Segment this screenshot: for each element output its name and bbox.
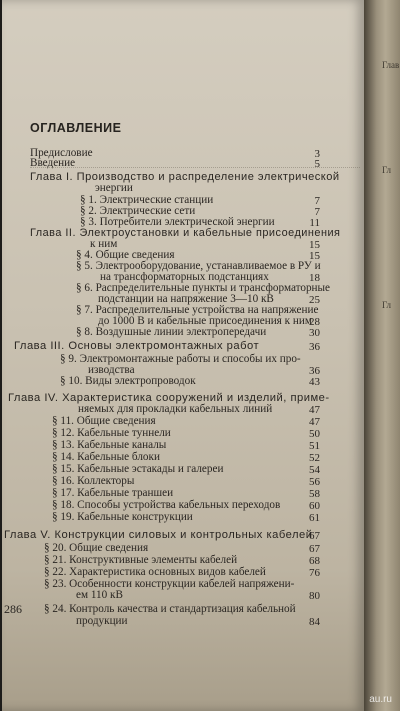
- toc-entry-label: Глава V. Конструкции силовых и контрольных кабелей: [4, 529, 313, 541]
- toc-line: [76, 590, 123, 602]
- toc-chapter: [4, 530, 313, 542]
- toc-entry-label: ем 110 кВ: [76, 589, 123, 601]
- toc-section: [60, 376, 196, 388]
- toc-section: [52, 488, 173, 500]
- toc-chapter: [30, 228, 340, 240]
- toc-entry-label: § 14. Кабельные блоки: [52, 451, 160, 463]
- toc-entry-label: Глава II. Электроустановки и кабельные присоединения: [30, 227, 341, 239]
- toc-section: [52, 416, 156, 428]
- toc-entry-page: 54: [309, 464, 320, 476]
- toc-entry-page: 11: [309, 217, 320, 229]
- edge-text-1: Глав: [382, 60, 400, 70]
- toc-line: [95, 183, 133, 195]
- toc-entry-label: § 1. Электрические станции: [80, 194, 214, 206]
- toc-entry-label: § 3. Потребители электрической энергии: [80, 216, 275, 228]
- edge-text-2: Гл: [382, 165, 392, 175]
- toc-entry-page: 61: [309, 512, 320, 524]
- edge-text-3: Гл: [382, 300, 392, 310]
- toc-entry-label: Введение: [30, 157, 76, 169]
- toc-entry-page: 7: [314, 195, 320, 207]
- toc-entry-page: 18: [309, 272, 320, 284]
- toc-entry-page: 47: [309, 416, 320, 428]
- toc-entry-label: на трансформаторных подстанциях: [100, 271, 269, 283]
- toc-entry-label: § 24. Контроль качества и стандартизация кабельной: [44, 603, 296, 615]
- toc-entry-label: § 20. Общие сведения: [44, 542, 149, 554]
- toc-entry-page: 84: [309, 616, 320, 628]
- toc-entry-page: 60: [309, 500, 320, 512]
- toc-section: [52, 452, 160, 464]
- toc-entry-page: 7: [314, 206, 320, 218]
- toc-entry-label: § 15. Кабельные эстакады и галереи: [52, 463, 224, 475]
- toc-entry-page: 43: [309, 376, 320, 388]
- toc-section: [76, 327, 266, 339]
- toc-entry-label: § 22. Характеристика основных видов кабелей: [44, 566, 266, 578]
- toc-entry-page: 76: [309, 567, 320, 579]
- toc-section: [44, 567, 266, 579]
- toc-entry-page: 28: [309, 316, 320, 328]
- toc-entry-label: Глава III. Основы электромонтажных работ: [14, 340, 260, 352]
- adjacent-page-edge: [364, 0, 400, 711]
- toc-chapter: [30, 172, 340, 184]
- toc-entry-page: 30: [309, 327, 320, 339]
- toc-entry-label: Глава IV. Характеристика сооружений и изделий, приме-: [8, 392, 330, 404]
- toc-section: [52, 464, 223, 476]
- toc-entry-page: 67: [309, 543, 320, 555]
- toc-line: [30, 158, 75, 170]
- toc-entry-label: § 9. Электромонтажные работы и способы их про-: [60, 353, 301, 365]
- toc-entry-label: няемых для прокладки кабельных линий: [78, 403, 273, 415]
- toc-line: [76, 616, 128, 628]
- toc-entry-page: 58: [309, 488, 320, 500]
- toc-entry-label: до 1000 В и кабельные присоединения к ним: [98, 315, 312, 327]
- toc-entry-label: Предисловие: [30, 147, 93, 159]
- toc-section: [52, 428, 171, 440]
- toc-heading: ОГЛАВЛЕНИЕ: [30, 121, 122, 135]
- toc-entry-label: § 18. Способы устройства кабельных переходов: [52, 499, 281, 511]
- toc-entry-label: § 4. Общие сведения: [76, 249, 175, 261]
- toc-entry-label: § 23. Особенности конструкции кабелей напряжени-: [44, 578, 295, 590]
- toc-entry-page: 52: [309, 452, 320, 464]
- toc-entry-label: § 17. Кабельные траншеи: [52, 487, 174, 499]
- toc-entry-page: 51: [309, 440, 320, 452]
- toc-entry-page: 80: [309, 590, 320, 602]
- toc-entry-page: 68: [309, 555, 320, 567]
- toc-entry-label: § 7. Распределительные устройства на напряжение: [76, 304, 319, 316]
- toc-entry-label: продукции: [76, 615, 128, 627]
- toc-entry-label: § 2. Электрические сети: [80, 205, 196, 217]
- toc-entry-label: подстанции на напряжение 3—10 кВ: [98, 293, 274, 305]
- toc-entry-label: § 5. Электрооборудование, устанавливаемое в РУ и: [76, 260, 321, 272]
- toc-entry-page: 36: [309, 365, 320, 377]
- toc-section: [52, 440, 166, 452]
- toc-entry-page: 3: [314, 148, 320, 160]
- toc-entry-page: 67: [309, 530, 320, 542]
- toc-entry-page: 5: [314, 158, 320, 170]
- toc-entry-label: энергии: [95, 182, 133, 194]
- toc-entry-page: 36: [309, 341, 320, 353]
- toc-section: [44, 604, 296, 616]
- toc-entry-label: § 12. Кабельные туннели: [52, 427, 171, 439]
- toc-entry-page: 25: [309, 294, 320, 306]
- toc-chapter: [14, 341, 259, 353]
- toc-section: [52, 476, 134, 488]
- toc-entry-label: § 6. Распределительные пункты и трансформаторные: [76, 282, 331, 294]
- toc-entry-label: § 11. Общие сведения: [52, 415, 156, 427]
- toc-section: [52, 512, 193, 524]
- toc-entry-label: к ним: [90, 238, 118, 250]
- toc-entry-label: § 8. Воздушные линии электропередачи: [76, 326, 267, 338]
- toc-entry-page: 15: [309, 250, 320, 262]
- toc-section: [44, 555, 237, 567]
- toc-line: [78, 404, 272, 416]
- toc-entry-page: 15: [309, 239, 320, 251]
- toc-entry-label: § 10. Виды электропроводок: [60, 375, 196, 387]
- toc-entry-label: § 21. Конструктивные элементы кабелей: [44, 554, 238, 566]
- toc-entry-page: 56: [309, 476, 320, 488]
- toc-entry-page: 50: [309, 428, 320, 440]
- watermark: au.ru: [369, 694, 392, 705]
- toc-section: [52, 500, 280, 512]
- toc-entry-label: § 16. Коллекторы: [52, 475, 135, 487]
- toc-section: [44, 543, 148, 555]
- toc-entry-label: § 13. Кабельные каналы: [52, 439, 167, 451]
- toc-entry-page: 47: [309, 404, 320, 416]
- toc-entry-label: изводства: [88, 364, 135, 376]
- page-number: 286: [4, 602, 22, 616]
- toc-entry-label: Глава I. Производство и распределение электрической: [30, 171, 340, 183]
- divider-line: [30, 167, 360, 168]
- toc-entry-label: § 19. Кабельные конструкции: [52, 511, 193, 523]
